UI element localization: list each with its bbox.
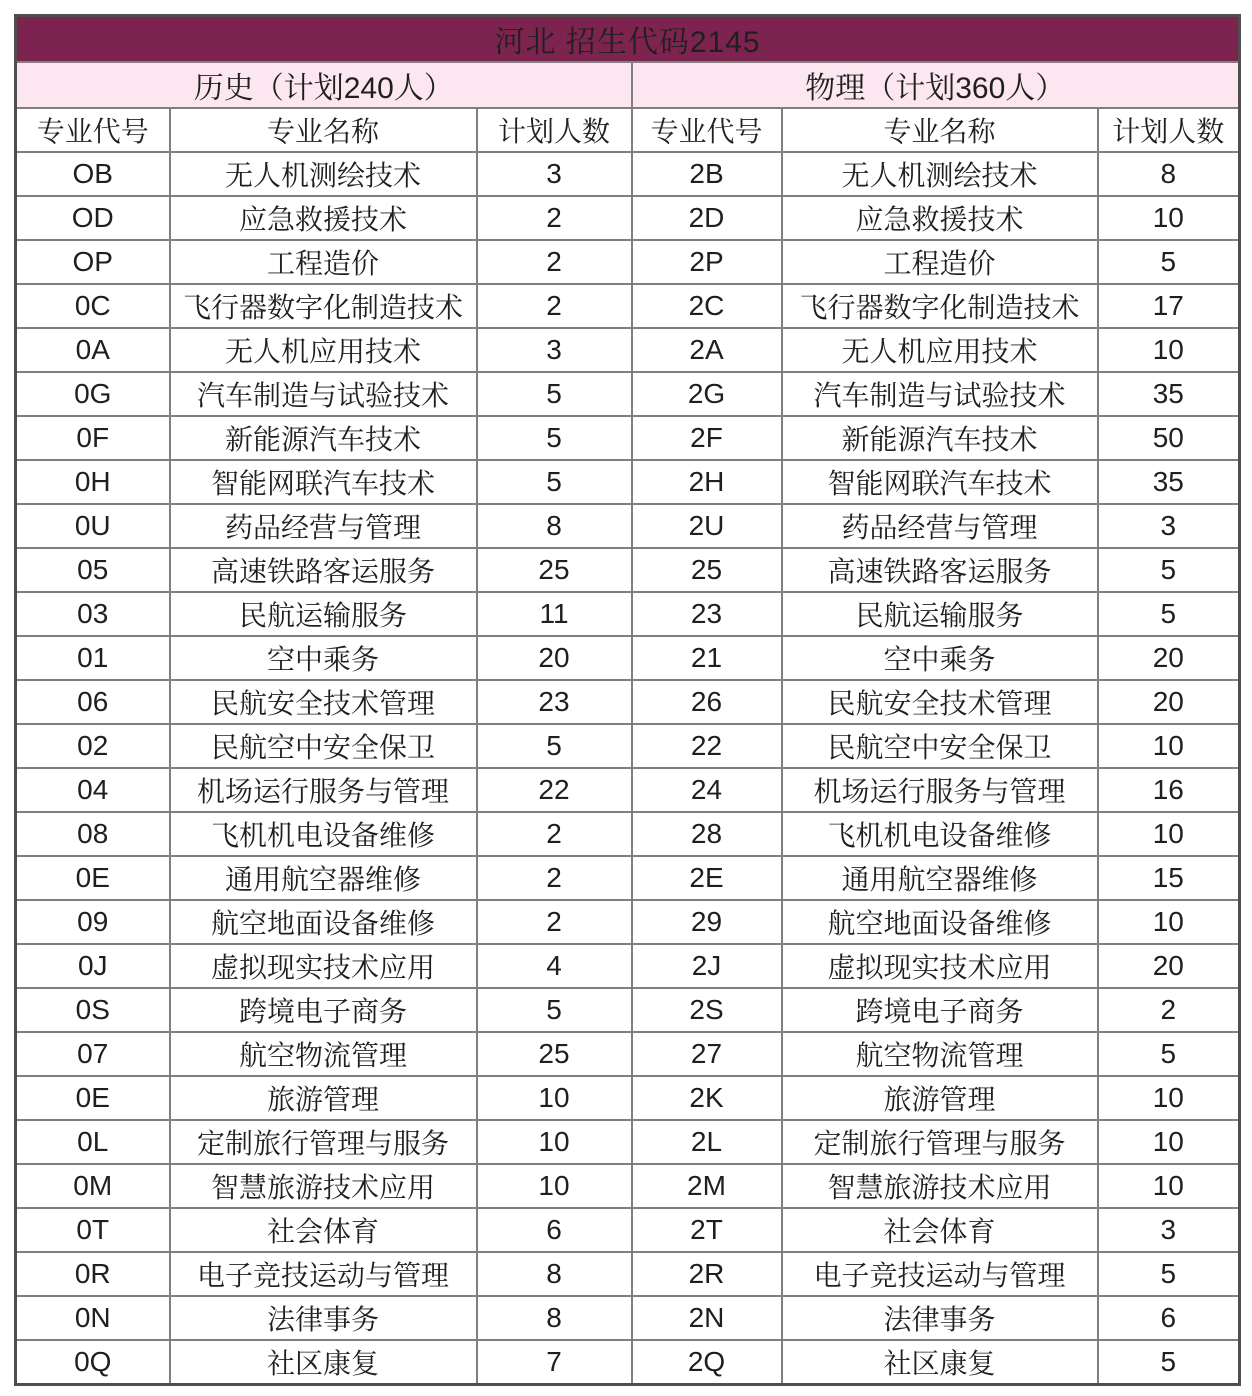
plan-count-cell: 8 <box>1098 152 1240 196</box>
major-code-cell: 2S <box>632 988 782 1032</box>
table-row <box>16 1340 1240 1384</box>
table-row <box>16 240 1240 284</box>
major-code-cell: 25 <box>632 548 782 592</box>
plan-count-cell: 22 <box>477 768 632 812</box>
plan-count-cell: 2 <box>1098 988 1240 1032</box>
table-row <box>16 196 1240 240</box>
column-header-history-major-name: 专业名称 <box>170 108 477 152</box>
major-code-cell: 2L <box>632 1120 782 1164</box>
major-code-cell: 23 <box>632 592 782 636</box>
column-header-history-major-code: 专业代号 <box>16 108 170 152</box>
major-name-cell: 民航空中安全保卫 <box>170 724 477 768</box>
major-name-cell: 药品经营与管理 <box>782 504 1098 548</box>
table-row <box>16 1164 1240 1208</box>
plan-count-cell: 8 <box>477 1296 632 1340</box>
plan-count-cell: 5 <box>477 724 632 768</box>
major-code-cell: 26 <box>632 680 782 724</box>
major-code-cell: 0H <box>16 460 170 504</box>
plan-count-cell: 3 <box>1098 504 1240 548</box>
major-code-cell: 2J <box>632 944 782 988</box>
major-code-cell: 0N <box>16 1296 170 1340</box>
major-code-cell: 0E <box>16 1076 170 1120</box>
plan-count-cell: 16 <box>1098 768 1240 812</box>
major-name-cell: 法律事务 <box>782 1296 1098 1340</box>
major-name-cell: 无人机测绘技术 <box>782 152 1098 196</box>
major-name-cell: 智能网联汽车技术 <box>782 460 1098 504</box>
column-header-physics-major-name: 专业名称 <box>782 108 1098 152</box>
major-code-cell: 2D <box>632 196 782 240</box>
major-name-cell: 工程造价 <box>782 240 1098 284</box>
major-name-cell: 新能源汽车技术 <box>170 416 477 460</box>
major-name-cell: 无人机应用技术 <box>782 328 1098 372</box>
plan-count-cell: 17 <box>1098 284 1240 328</box>
major-code-cell: 0G <box>16 372 170 416</box>
plan-count-cell: 35 <box>1098 372 1240 416</box>
major-code-cell: 0L <box>16 1120 170 1164</box>
plan-count-cell: 2 <box>477 856 632 900</box>
major-name-cell: 飞机机电设备维修 <box>170 812 477 856</box>
plan-count-cell: 10 <box>1098 328 1240 372</box>
plan-count-cell: 10 <box>1098 1120 1240 1164</box>
plan-count-cell: 6 <box>1098 1296 1240 1340</box>
table-row <box>16 768 1240 812</box>
major-code-cell: 07 <box>16 1032 170 1076</box>
plan-count-cell: 5 <box>477 416 632 460</box>
major-code-cell: 09 <box>16 900 170 944</box>
major-code-cell: 0R <box>16 1252 170 1296</box>
major-name-cell: 定制旅行管理与服务 <box>782 1120 1098 1164</box>
major-code-cell: 03 <box>16 592 170 636</box>
table-row <box>16 416 1240 460</box>
major-code-cell: 0U <box>16 504 170 548</box>
major-code-cell: 0M <box>16 1164 170 1208</box>
table-row <box>16 1076 1240 1120</box>
plan-count-cell: 3 <box>477 328 632 372</box>
column-header-row <box>16 108 1240 152</box>
major-code-cell: 2F <box>632 416 782 460</box>
table-row <box>16 548 1240 592</box>
plan-count-cell: 6 <box>477 1208 632 1252</box>
major-name-cell: 电子竞技运动与管理 <box>782 1252 1098 1296</box>
table-row <box>16 504 1240 548</box>
table-row <box>16 856 1240 900</box>
plan-count-cell: 2 <box>477 196 632 240</box>
plan-count-cell: 10 <box>1098 900 1240 944</box>
plan-count-cell: 5 <box>1098 1032 1240 1076</box>
plan-count-cell: 7 <box>477 1340 632 1384</box>
plan-count-cell: 10 <box>477 1120 632 1164</box>
major-name-cell: 航空地面设备维修 <box>170 900 477 944</box>
table-row <box>16 1120 1240 1164</box>
major-code-cell: 05 <box>16 548 170 592</box>
plan-count-cell: 5 <box>1098 1340 1240 1384</box>
major-code-cell: 0A <box>16 328 170 372</box>
plan-count-cell: 20 <box>1098 944 1240 988</box>
plan-count-cell: 10 <box>1098 724 1240 768</box>
major-name-cell: 应急救援技术 <box>782 196 1098 240</box>
table-row <box>16 944 1240 988</box>
major-name-cell: 民航运输服务 <box>170 592 477 636</box>
plan-count-cell: 3 <box>1098 1208 1240 1252</box>
table-row <box>16 724 1240 768</box>
major-code-cell: 2M <box>632 1164 782 1208</box>
major-code-cell: 2E <box>632 856 782 900</box>
plan-count-cell: 4 <box>477 944 632 988</box>
plan-count-cell: 23 <box>477 680 632 724</box>
major-code-cell: 0J <box>16 944 170 988</box>
column-header-history-plan-count: 计划人数 <box>477 108 632 152</box>
major-name-cell: 新能源汽车技术 <box>782 416 1098 460</box>
plan-count-cell: 5 <box>477 460 632 504</box>
major-name-cell: 民航安全技术管理 <box>170 680 477 724</box>
major-code-cell: 22 <box>632 724 782 768</box>
plan-count-cell: 2 <box>477 812 632 856</box>
plan-count-cell: 2 <box>477 284 632 328</box>
major-code-cell: 0T <box>16 1208 170 1252</box>
major-name-cell: 电子竞技运动与管理 <box>170 1252 477 1296</box>
major-name-cell: 空中乘务 <box>170 636 477 680</box>
major-name-cell: 通用航空器维修 <box>170 856 477 900</box>
major-code-cell: OP <box>16 240 170 284</box>
major-name-cell: 定制旅行管理与服务 <box>170 1120 477 1164</box>
major-name-cell: 民航运输服务 <box>782 592 1098 636</box>
major-name-cell: 无人机测绘技术 <box>170 152 477 196</box>
major-name-cell: 高速铁路客运服务 <box>782 548 1098 592</box>
major-code-cell: 2R <box>632 1252 782 1296</box>
major-name-cell: 民航安全技术管理 <box>782 680 1098 724</box>
plan-count-cell: 2 <box>477 900 632 944</box>
title-row <box>16 16 1240 63</box>
major-code-cell: 04 <box>16 768 170 812</box>
table-row <box>16 988 1240 1032</box>
plan-count-cell: 5 <box>1098 1252 1240 1296</box>
table-row <box>16 152 1240 196</box>
plan-count-cell: 5 <box>477 988 632 1032</box>
major-name-cell: 智慧旅游技术应用 <box>170 1164 477 1208</box>
major-name-cell: 汽车制造与试验技术 <box>170 372 477 416</box>
major-name-cell: 社会体育 <box>782 1208 1098 1252</box>
table-row <box>16 372 1240 416</box>
major-name-cell: 虚拟现实技术应用 <box>170 944 477 988</box>
major-code-cell: 06 <box>16 680 170 724</box>
plan-count-cell: 5 <box>1098 592 1240 636</box>
plan-count-cell: 10 <box>1098 1164 1240 1208</box>
major-name-cell: 机场运行服务与管理 <box>782 768 1098 812</box>
major-name-cell: 汽车制造与试验技术 <box>782 372 1098 416</box>
major-code-cell: 2Q <box>632 1340 782 1384</box>
plan-count-cell: 35 <box>1098 460 1240 504</box>
major-code-cell: 24 <box>632 768 782 812</box>
plan-count-cell: 10 <box>1098 1076 1240 1120</box>
plan-count-cell: 20 <box>1098 636 1240 680</box>
major-name-cell: 飞机机电设备维修 <box>782 812 1098 856</box>
table-row <box>16 1208 1240 1252</box>
plan-count-cell: 10 <box>1098 196 1240 240</box>
table-row <box>16 284 1240 328</box>
plan-table-body <box>16 152 1240 1384</box>
plan-count-cell: 15 <box>1098 856 1240 900</box>
major-name-cell: 社会体育 <box>170 1208 477 1252</box>
major-code-cell: 0E <box>16 856 170 900</box>
major-name-cell: 虚拟现实技术应用 <box>782 944 1098 988</box>
major-name-cell: 智能网联汽车技术 <box>170 460 477 504</box>
plan-count-cell: 10 <box>477 1164 632 1208</box>
table-row <box>16 592 1240 636</box>
plan-count-cell: 11 <box>477 592 632 636</box>
major-name-cell: 无人机应用技术 <box>170 328 477 372</box>
major-name-cell: 跨境电子商务 <box>170 988 477 1032</box>
table-row <box>16 460 1240 504</box>
major-name-cell: 飞行器数字化制造技术 <box>170 284 477 328</box>
table-row <box>16 636 1240 680</box>
major-code-cell: 01 <box>16 636 170 680</box>
major-name-cell: 飞行器数字化制造技术 <box>782 284 1098 328</box>
section-header-row <box>16 62 1240 108</box>
major-code-cell: OB <box>16 152 170 196</box>
major-code-cell: 2P <box>632 240 782 284</box>
major-code-cell: 0C <box>16 284 170 328</box>
table-row <box>16 1032 1240 1076</box>
plan-count-cell: 20 <box>1098 680 1240 724</box>
major-name-cell: 通用航空器维修 <box>782 856 1098 900</box>
plan-count-cell: 8 <box>477 1252 632 1296</box>
plan-count-cell: 8 <box>477 504 632 548</box>
major-code-cell: 08 <box>16 812 170 856</box>
major-name-cell: 旅游管理 <box>170 1076 477 1120</box>
major-code-cell: 2A <box>632 328 782 372</box>
major-code-cell: 2H <box>632 460 782 504</box>
table-row <box>16 680 1240 724</box>
major-name-cell: 应急救援技术 <box>170 196 477 240</box>
column-header-physics-major-code: 专业代号 <box>632 108 782 152</box>
plan-count-cell: 50 <box>1098 416 1240 460</box>
plan-count-cell: 2 <box>477 240 632 284</box>
major-name-cell: 航空物流管理 <box>782 1032 1098 1076</box>
plan-count-cell: 25 <box>477 548 632 592</box>
plan-count-cell: 25 <box>477 1032 632 1076</box>
plan-count-cell: 10 <box>1098 812 1240 856</box>
table-row <box>16 812 1240 856</box>
major-code-cell: 2B <box>632 152 782 196</box>
table-row <box>16 1252 1240 1296</box>
admission-plan-table <box>14 14 1241 1386</box>
major-code-cell: OD <box>16 196 170 240</box>
major-name-cell: 空中乘务 <box>782 636 1098 680</box>
section-header-history: 历史（计划240人） <box>16 62 632 108</box>
major-name-cell: 航空地面设备维修 <box>782 900 1098 944</box>
plan-count-cell: 5 <box>1098 548 1240 592</box>
table-row <box>16 900 1240 944</box>
major-name-cell: 药品经营与管理 <box>170 504 477 548</box>
major-code-cell: 2C <box>632 284 782 328</box>
major-code-cell: 0Q <box>16 1340 170 1384</box>
table-row <box>16 328 1240 372</box>
major-code-cell: 2U <box>632 504 782 548</box>
major-name-cell: 智慧旅游技术应用 <box>782 1164 1098 1208</box>
major-code-cell: 29 <box>632 900 782 944</box>
major-name-cell: 社区康复 <box>170 1340 477 1384</box>
major-name-cell: 跨境电子商务 <box>782 988 1098 1032</box>
column-header-physics-plan-count: 计划人数 <box>1098 108 1240 152</box>
major-code-cell: 0S <box>16 988 170 1032</box>
plan-count-cell: 20 <box>477 636 632 680</box>
major-name-cell: 法律事务 <box>170 1296 477 1340</box>
major-name-cell: 民航空中安全保卫 <box>782 724 1098 768</box>
major-code-cell: 02 <box>16 724 170 768</box>
major-code-cell: 2K <box>632 1076 782 1120</box>
major-code-cell: 0F <box>16 416 170 460</box>
major-code-cell: 2T <box>632 1208 782 1252</box>
major-code-cell: 2N <box>632 1296 782 1340</box>
plan-count-cell: 5 <box>1098 240 1240 284</box>
major-name-cell: 机场运行服务与管理 <box>170 768 477 812</box>
major-name-cell: 工程造价 <box>170 240 477 284</box>
major-code-cell: 28 <box>632 812 782 856</box>
major-code-cell: 2G <box>632 372 782 416</box>
table-title: 河北 招生代码2145 <box>16 16 1240 63</box>
table-row <box>16 1296 1240 1340</box>
plan-count-cell: 5 <box>477 372 632 416</box>
major-name-cell: 高速铁路客运服务 <box>170 548 477 592</box>
section-header-physics: 物理（计划360人） <box>632 62 1240 108</box>
major-code-cell: 21 <box>632 636 782 680</box>
major-name-cell: 旅游管理 <box>782 1076 1098 1120</box>
major-name-cell: 航空物流管理 <box>170 1032 477 1076</box>
plan-count-cell: 10 <box>477 1076 632 1120</box>
major-name-cell: 社区康复 <box>782 1340 1098 1384</box>
plan-count-cell: 3 <box>477 152 632 196</box>
major-code-cell: 27 <box>632 1032 782 1076</box>
